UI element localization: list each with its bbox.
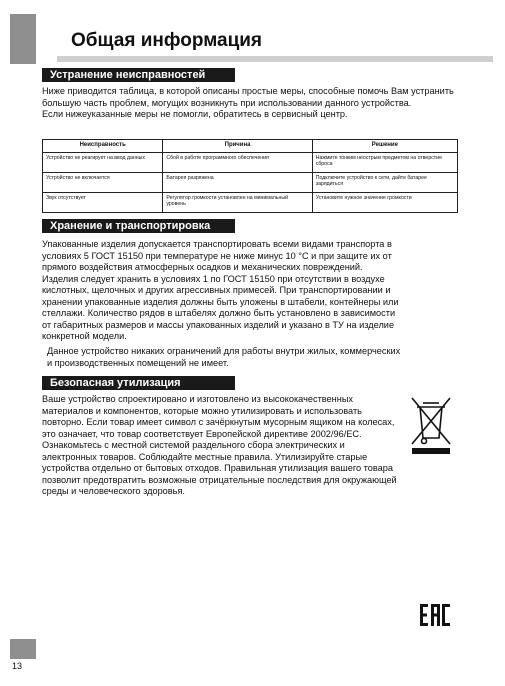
- table-cell: Батарея разряжена: [163, 173, 312, 193]
- disposal-line: это означает, что товар соответствует Европейской директиве 2002/96/ЕС.: [42, 428, 362, 439]
- table-row: [43, 153, 458, 173]
- page-number-tab: [10, 639, 36, 659]
- storage-line: стеллажи. Количество рядов в штабелях должно быть установлено в зависимости: [42, 308, 396, 318]
- column-header-solution: Решение: [312, 140, 457, 153]
- table-cell: Подключите устройство к сети, дайте батарее зарядиться: [312, 173, 457, 193]
- table-cell: Нажмите тонким неострым предметом на отверстие сброса: [312, 153, 457, 173]
- storage-line: Упакованные изделия допускается транспортировать всеми видами транспорта в: [42, 239, 392, 249]
- intro-line: Если нижеуказанные меры не помогли, обратитесь в сервисный центр.: [42, 109, 348, 119]
- page-title: Общая информация: [71, 30, 263, 51]
- disposal-line: Ваше устройство спроектировано и изготовлено из высококачественных: [42, 394, 354, 404]
- table-cell: Сбой в работе программного обеспечения: [163, 153, 312, 173]
- storage-line: Изделия следует хранить в условиях 1 по ГОСТ 15150 при отсутствии в воздухе: [42, 273, 385, 284]
- table-cell: Установите нужное значение громкости: [312, 193, 457, 213]
- disposal-line: Ознакомьтесь с местной системой раздельного сбора электрических и: [42, 440, 345, 450]
- storage-line: хранении упакованные изделия должны быть уложены в штабели, контейнеры или: [42, 296, 399, 307]
- title-underline: [57, 56, 493, 62]
- storage-note: [47, 346, 467, 369]
- table-cell: Устройство не реагирует на ввод данных: [43, 153, 163, 173]
- eac-mark-icon: [420, 604, 450, 626]
- disposal-line: материалов и компонентов, которые можно утилизировать и использовать: [42, 405, 362, 416]
- table-cell: Устройство не включается: [43, 173, 163, 193]
- disposal-line: среды и человеческого здоровья.: [42, 486, 185, 496]
- storage-line: конкретной модели.: [42, 331, 127, 341]
- disposal-line: устройства отдельно от бытовых отходов. Правильная утилизация вашего товара: [42, 463, 393, 473]
- table-row: [43, 173, 458, 193]
- intro-line: Ниже приводится таблица, в которой описаны простые меры, способные помочь Вам устранить: [42, 86, 454, 96]
- storage-line: условиях 5 ГОСТ 15150 при температуре не ниже минус 10 °С и при защите их от: [42, 250, 392, 261]
- table-header-row: [43, 140, 458, 153]
- storage-line: кислотных, щелочных и других агрессивных примесей. При транспортировании и: [42, 285, 391, 295]
- column-header-fault: Неисправность: [43, 140, 163, 153]
- section-heading-storage: Хранение и транспортировка: [42, 219, 235, 233]
- side-accent-bar: [10, 14, 36, 64]
- troubleshooting-table: [42, 139, 458, 213]
- storage-line: от габаритных размеров и массы упакованных изделий и указано в ТУ на изделие: [42, 319, 395, 330]
- section-heading-disposal: Безопасная утилизация: [42, 376, 235, 390]
- section-heading-troubleshooting: Устранение неисправностей: [42, 68, 235, 82]
- disposal-line: позволит предотвратить возможные отрицательные последствия для окружающей: [42, 474, 397, 485]
- disposal-line: электронных товаров. Соблюдайте местные правила. Утилизируйте старые: [42, 451, 368, 462]
- table-cell: Звук отсутствует: [43, 193, 163, 213]
- troubleshooting-intro: [42, 86, 462, 121]
- table-row: [43, 193, 458, 213]
- disposal-text: [42, 394, 402, 498]
- table-cell: Регулятор громкости установлен на минимальный уровень: [163, 193, 312, 213]
- intro-line: большую часть проблем, могущих возникнуть при использовании данного устройства.: [42, 97, 412, 108]
- crossed-out-wheelie-bin-icon: [409, 394, 453, 456]
- page-number: 13: [12, 661, 23, 671]
- column-header-cause: Причина: [163, 140, 312, 153]
- storage-line: прямого воздействия атмосферных осадков и механических повреждений.: [42, 262, 363, 272]
- disposal-line: повторно. Если товар имеет символ с зачёркнутым мусорным ящиком на колесах,: [42, 417, 395, 427]
- note-line: Данное устройство никаких ограничений для работы внутри жилых, коммерческих: [47, 346, 401, 356]
- note-line: и производственных помещений не имеет.: [47, 357, 229, 368]
- storage-text: [42, 239, 462, 343]
